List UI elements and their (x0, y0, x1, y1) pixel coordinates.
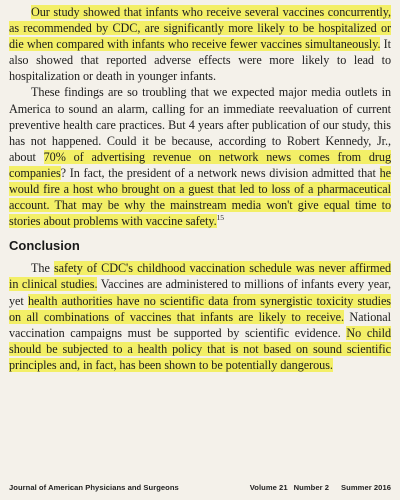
journal-number: Number 2 (293, 483, 330, 492)
journal-name: Journal of American Physicians and Surgeons (9, 483, 179, 492)
highlighted-text: Our study showed that infants who receive several vaccines concurrently, as recommended by CDC, are significantly more likely to be hospitalized or die when compared with infants who receive fewer vaccines simultaneously. (9, 5, 391, 52)
body-text: ? In fact, the president of a network news division admitted that (60, 165, 380, 180)
body-text: It also showed that reported adverse effects were more likely to lead to hospitalization or death in younger infants. (9, 37, 392, 84)
paragraph-media-response (9, 84, 391, 229)
paragraph-study-findings (9, 4, 391, 84)
body-text: These findings are so troubling that we expected major media outlets in America to sound an alarm, calling for an immediate reevaluation of current preventive health care practices. But 4 years after publication of our study, this has not happened. Could it be because, according to Robert Kennedy, Jr., about (9, 85, 391, 164)
highlighted-text: 70% of advertising revenue on network news comes from drug companies (9, 149, 391, 180)
paragraph-conclusion (9, 260, 391, 373)
body-text: The (31, 261, 54, 276)
journal-volume: Volume 21 (249, 483, 288, 492)
journal-issue: Summer 2016 (341, 483, 391, 492)
section-heading-conclusion: Conclusion (9, 238, 80, 254)
highlighted-text: safety of CDC's childhood vaccination schedule was never affirmed in clinical studies. (9, 261, 391, 292)
footnote-marker: 15 (216, 213, 224, 223)
body-text: Vaccines are administered to millions of infants every year, yet (9, 277, 391, 308)
highlighted-text: he would fire a host who brought on a guest that led to loss of a pharmaceutical account. That may be why the mainstream media won't give equal time to stories about problems with vaccine safety. (9, 165, 391, 229)
body-text: National vaccination campaigns must be supported by scientific evidence. (9, 309, 391, 340)
highlighted-text: health authorities have no scientific data from synergistic toxicity studies on all combinations of vaccines that infants are likely to receive. (9, 293, 391, 324)
journal-footer (9, 483, 391, 492)
highlighted-text: No child should be subjected to a health policy that is not based on sound scientific principles and, in fact, has been shown to be potentially dangerous. (9, 325, 391, 372)
